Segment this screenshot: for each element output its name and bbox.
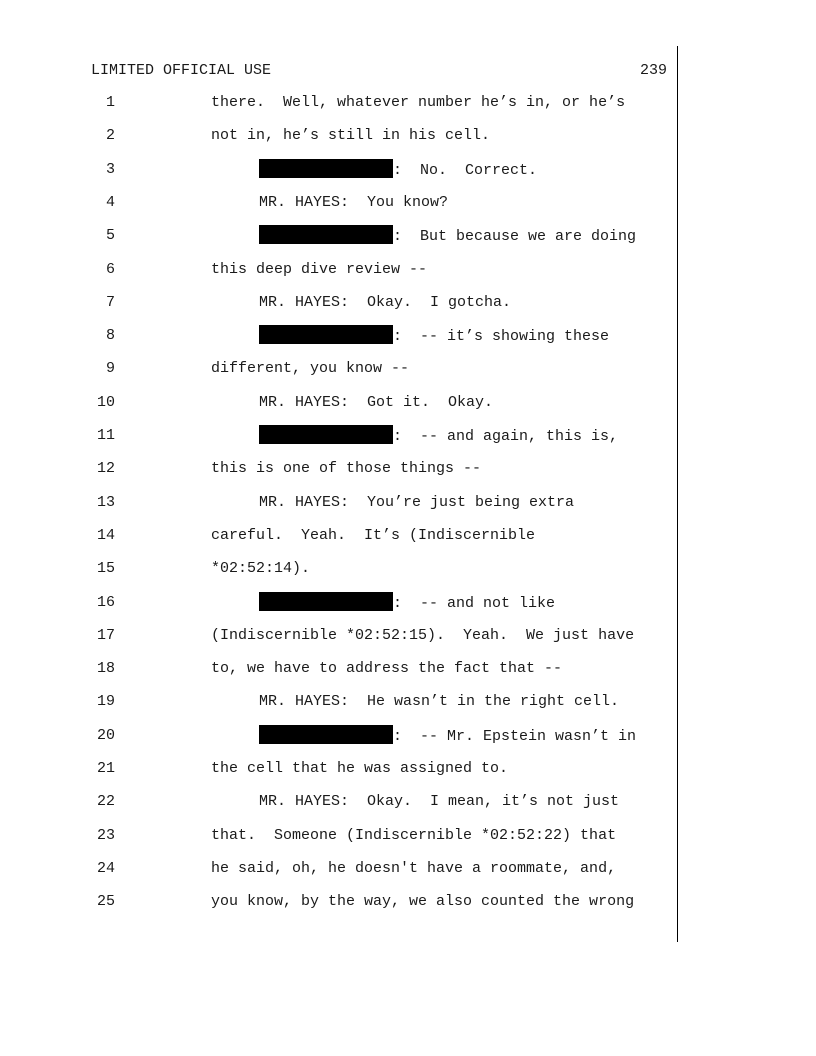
- line-content: careful. Yeah. It’s (Indiscernible: [211, 526, 536, 544]
- line-text: [211, 658, 562, 680]
- line-number: 16: [96, 593, 115, 611]
- line-number: 24: [96, 859, 115, 877]
- transcript-line: [0, 791, 816, 813]
- line-text: [211, 525, 535, 547]
- line-number: 14: [96, 526, 115, 544]
- line-text: [211, 358, 409, 380]
- line-content: MR. HAYES: Okay. I gotcha.: [259, 293, 512, 311]
- line-number: 4: [105, 193, 115, 211]
- speaker-line-redacted: [259, 325, 609, 348]
- line-number: 23: [96, 826, 115, 844]
- line-content: MR. HAYES: You’re just being extra: [259, 493, 575, 511]
- line-content: : -- it’s showing these: [393, 328, 610, 346]
- transcript-line: [0, 525, 816, 547]
- transcript-line: [0, 358, 816, 380]
- line-text: [211, 825, 616, 847]
- line-content: that. Someone (Indiscernible *02:52:22) that: [211, 826, 617, 844]
- line-content: MR. HAYES: Okay. I mean, it’s not just: [259, 793, 620, 811]
- redaction-block: [259, 159, 393, 178]
- transcript-line: [0, 325, 816, 347]
- line-text: [211, 758, 508, 780]
- line-text: [259, 492, 574, 514]
- transcript-line: [0, 92, 816, 114]
- line-content: this deep dive review --: [211, 260, 428, 278]
- line-content: MR. HAYES: You know?: [259, 193, 449, 211]
- transcript-line: [0, 458, 816, 480]
- line-text: [211, 625, 634, 647]
- transcript-line: [0, 691, 816, 713]
- line-text: [259, 192, 448, 214]
- line-text: [211, 259, 427, 281]
- line-number: 2: [105, 127, 115, 145]
- transcript-line: [0, 558, 816, 580]
- line-text: [211, 558, 310, 580]
- transcript-line: [0, 758, 816, 780]
- speaker-line-redacted: [259, 725, 636, 748]
- line-number: 13: [96, 493, 115, 511]
- line-content: the cell that he was assigned to.: [211, 760, 509, 777]
- line-number: 12: [96, 460, 115, 478]
- line-content: *02:52:14).: [211, 560, 311, 578]
- line-number: 19: [96, 693, 115, 711]
- redaction-block: [259, 592, 393, 611]
- line-text: [211, 891, 634, 913]
- line-content: (Indiscernible *02:52:15). Yeah. We just have: [211, 626, 635, 644]
- line-number: 18: [96, 660, 115, 678]
- line-number: 6: [105, 260, 115, 278]
- line-number: 8: [105, 327, 115, 345]
- transcript-line: [0, 492, 816, 514]
- transcript-line: [0, 858, 816, 880]
- speaker-line-redacted: [259, 159, 537, 182]
- line-number: 7: [105, 293, 115, 311]
- line-content: not in, he’s still in his cell.: [211, 127, 491, 145]
- line-text: [259, 392, 493, 414]
- transcript-line: [0, 392, 816, 414]
- line-content: : -- and again, this is,: [393, 428, 619, 445]
- line-content: different, you know --: [211, 360, 410, 378]
- line-number: 11: [96, 427, 115, 444]
- line-number: 20: [96, 726, 115, 744]
- transcript-line: [0, 725, 816, 747]
- transcript-line: [0, 625, 816, 647]
- line-text: [211, 458, 481, 480]
- classification-marking: LIMITED OFFICIAL USE: [91, 62, 272, 79]
- line-text: [259, 691, 619, 713]
- line-number: 22: [96, 793, 115, 811]
- line-number: 17: [96, 626, 115, 644]
- transcript-line: [0, 891, 816, 913]
- transcript-line: [0, 658, 816, 680]
- transcript-line: [0, 192, 816, 214]
- line-text: [211, 92, 625, 114]
- line-number: 9: [105, 360, 115, 378]
- redaction-block: [259, 325, 393, 344]
- line-number: 25: [96, 893, 115, 911]
- line-content: : -- Mr. Epstein wasn’t in: [393, 727, 637, 745]
- line-content: there. Well, whatever number he’s in, or he’s: [211, 94, 626, 111]
- transcript-line: [0, 159, 816, 181]
- line-content: this is one of those things --: [211, 460, 482, 478]
- transcript-line: [0, 825, 816, 847]
- transcript-line: [0, 292, 816, 314]
- speaker-line-redacted: [259, 592, 555, 615]
- line-text: [259, 791, 619, 813]
- line-number: 1: [105, 94, 115, 111]
- line-content: to, we have to address the fact that --: [211, 660, 563, 678]
- line-content: MR. HAYES: Got it. Okay.: [259, 393, 494, 411]
- line-content: you know, by the way, we also counted the wrong: [211, 893, 635, 911]
- line-content: he said, oh, he doesn't have a roommate, and,: [211, 859, 617, 877]
- transcript-line: [0, 225, 816, 247]
- speaker-line-redacted: [259, 425, 618, 448]
- transcript-line: [0, 425, 816, 447]
- redaction-block: [259, 225, 393, 244]
- line-text: [211, 858, 616, 880]
- line-number: 10: [96, 393, 115, 411]
- line-text: [211, 125, 490, 147]
- line-number: 5: [105, 227, 115, 245]
- redaction-block: [259, 425, 393, 444]
- line-number: 3: [105, 160, 115, 178]
- redaction-block: [259, 725, 393, 744]
- page-number: 239: [639, 62, 667, 79]
- transcript-line: [0, 125, 816, 147]
- transcript-line: [0, 259, 816, 281]
- speaker-line-redacted: [259, 225, 636, 248]
- line-number: 15: [96, 560, 115, 578]
- line-content: : -- and not like: [393, 594, 556, 612]
- line-content: : But because we are doing: [393, 228, 637, 246]
- line-number: 21: [96, 760, 115, 777]
- line-content: : No. Correct.: [393, 161, 538, 179]
- line-content: MR. HAYES: He wasn’t in the right cell.: [259, 693, 620, 711]
- transcript-line: [0, 592, 816, 614]
- line-text: [259, 292, 511, 314]
